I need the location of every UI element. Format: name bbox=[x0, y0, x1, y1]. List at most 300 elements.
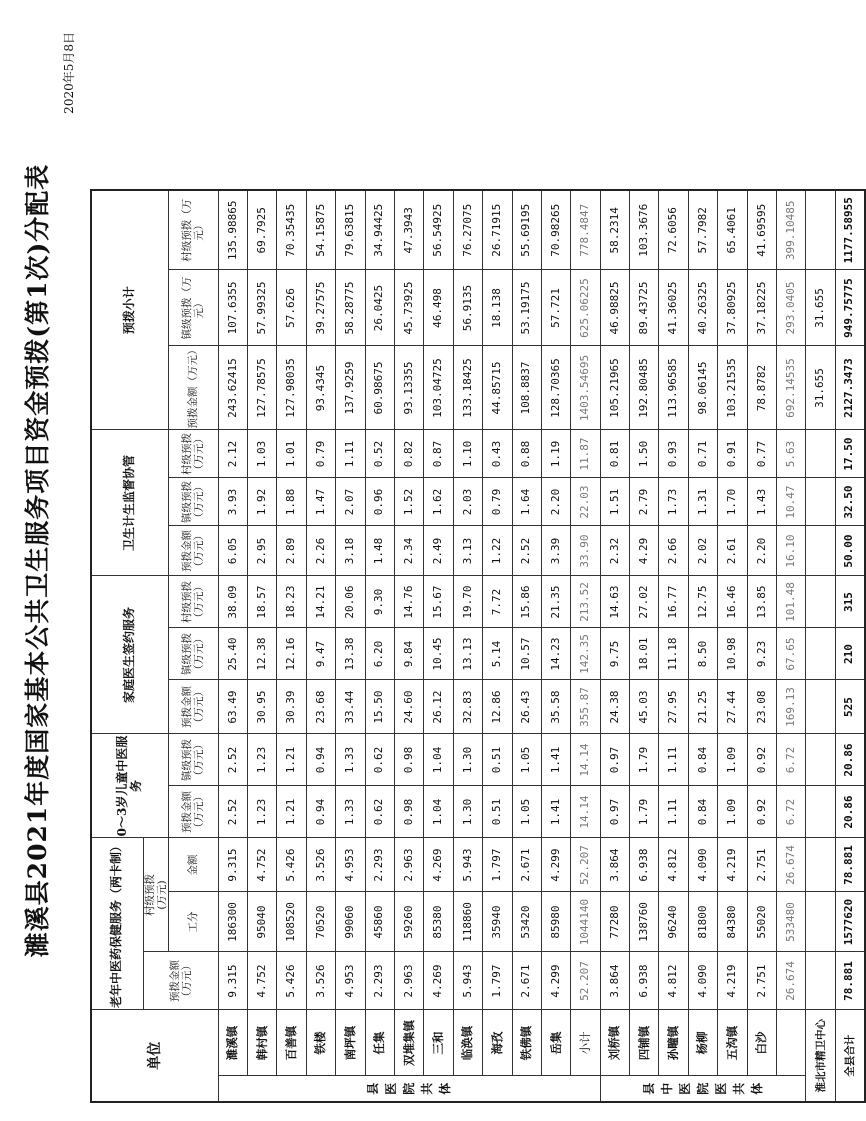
value-cell: 6.938 bbox=[630, 952, 659, 1010]
table-row bbox=[718, 190, 747, 1102]
value-cell: 1.21 bbox=[277, 734, 306, 786]
value-cell: 2.293 bbox=[365, 838, 394, 892]
value-cell bbox=[806, 628, 835, 680]
value-cell: 20.06 bbox=[336, 576, 365, 628]
value-cell: 24.38 bbox=[600, 680, 629, 734]
unit-name: 孙疃镇 bbox=[659, 1010, 688, 1076]
value-cell: 81800 bbox=[688, 892, 717, 952]
value-cell: 5.63 bbox=[777, 430, 806, 478]
value-cell: 1.19 bbox=[541, 430, 570, 478]
value-cell: 2.293 bbox=[365, 952, 394, 1010]
value-cell: 0.94 bbox=[306, 786, 335, 838]
value-cell: 1.04 bbox=[424, 734, 453, 786]
supervision-town-header: 镇级预拨（万元） bbox=[168, 478, 218, 526]
value-cell: 1044140 bbox=[571, 892, 600, 952]
value-cell: 1.10 bbox=[453, 430, 482, 478]
value-cell: 18.57 bbox=[248, 576, 277, 628]
child-prealloc-header: 预拨金额（万元） bbox=[168, 786, 218, 838]
value-cell: 1.04 bbox=[424, 786, 453, 838]
value-cell: 27.95 bbox=[659, 680, 688, 734]
value-cell: 2.32 bbox=[600, 526, 629, 576]
unit-name: 临涣镇 bbox=[453, 1010, 482, 1076]
value-cell: 525 bbox=[835, 680, 864, 734]
value-cell: 315 bbox=[835, 576, 864, 628]
value-cell: 1.73 bbox=[659, 478, 688, 526]
value-cell: 0.98 bbox=[394, 734, 423, 786]
value-cell: 127.78575 bbox=[248, 346, 277, 430]
value-cell: 12.75 bbox=[688, 576, 717, 628]
value-cell: 2.03 bbox=[453, 478, 482, 526]
value-cell: 4.090 bbox=[688, 952, 717, 1010]
value-cell: 1.50 bbox=[630, 430, 659, 478]
table-row bbox=[835, 190, 864, 1102]
value-cell: 135.98865 bbox=[218, 190, 247, 270]
table-row bbox=[541, 190, 570, 1102]
value-cell: 0.51 bbox=[483, 734, 512, 786]
value-cell: 4.090 bbox=[688, 838, 717, 892]
value-cell: 108.8837 bbox=[512, 346, 541, 430]
value-cell: 45.03 bbox=[630, 680, 659, 734]
subtotal-group-header: 预拨小计 bbox=[91, 190, 168, 430]
value-cell bbox=[806, 952, 835, 1010]
value-cell: 0.84 bbox=[688, 734, 717, 786]
unit-name: 岳集 bbox=[541, 1010, 570, 1076]
value-cell: 1.64 bbox=[512, 478, 541, 526]
value-cell: 27.02 bbox=[630, 576, 659, 628]
unit-name: 双堆集镇 bbox=[394, 1010, 423, 1076]
subtotal-town-header: 镇级预拨（万元） bbox=[168, 270, 218, 346]
value-cell: 1.41 bbox=[541, 734, 570, 786]
value-cell: 59260 bbox=[394, 892, 423, 952]
value-cell bbox=[806, 526, 835, 576]
value-cell: 1.11 bbox=[659, 734, 688, 786]
value-cell: 2127.3473 bbox=[835, 346, 864, 430]
unit-name: 白沙 bbox=[747, 1010, 776, 1076]
value-cell: 89.43725 bbox=[630, 270, 659, 346]
value-cell: 4.219 bbox=[718, 838, 747, 892]
value-cell bbox=[806, 430, 835, 478]
value-cell: 70520 bbox=[306, 892, 335, 952]
value-cell: 2.963 bbox=[394, 838, 423, 892]
value-cell: 0.43 bbox=[483, 430, 512, 478]
value-cell: 6.20 bbox=[365, 628, 394, 680]
value-cell bbox=[806, 478, 835, 526]
value-cell: 1.62 bbox=[424, 478, 453, 526]
value-cell: 2.52 bbox=[218, 734, 247, 786]
value-cell: 0.52 bbox=[365, 430, 394, 478]
tcm-elderly-header: 老年中医药保健服务（两卡制） bbox=[91, 838, 143, 1010]
value-cell: 2.671 bbox=[512, 952, 541, 1010]
value-cell: 26.0425 bbox=[365, 270, 394, 346]
value-cell: 0.98 bbox=[394, 786, 423, 838]
value-cell: 4.953 bbox=[336, 952, 365, 1010]
value-cell: 0.51 bbox=[483, 786, 512, 838]
value-cell: 13.13 bbox=[453, 628, 482, 680]
value-cell: 95040 bbox=[248, 892, 277, 952]
value-cell: 3.13 bbox=[453, 526, 482, 576]
value-cell: 6.72 bbox=[777, 786, 806, 838]
value-cell: 56.54925 bbox=[424, 190, 453, 270]
value-cell bbox=[806, 838, 835, 892]
value-cell: 27.44 bbox=[718, 680, 747, 734]
value-cell: 138760 bbox=[630, 892, 659, 952]
value-cell: 1.79 bbox=[630, 786, 659, 838]
value-cell: 1.33 bbox=[336, 734, 365, 786]
unit-name: 全县合计 bbox=[835, 1010, 864, 1102]
value-cell: 2.20 bbox=[541, 478, 570, 526]
table-row bbox=[365, 190, 394, 1102]
value-cell: 15.67 bbox=[424, 576, 453, 628]
value-cell: 19.70 bbox=[453, 576, 482, 628]
value-cell: 107.6355 bbox=[218, 270, 247, 346]
value-cell: 14.63 bbox=[600, 576, 629, 628]
value-cell: 24.60 bbox=[394, 680, 423, 734]
value-cell: 57.99325 bbox=[248, 270, 277, 346]
table-row bbox=[659, 190, 688, 1102]
value-cell: 1177.58955 bbox=[835, 190, 864, 270]
value-cell: 1403.54695 bbox=[571, 346, 600, 430]
value-cell: 0.88 bbox=[512, 430, 541, 478]
table-row bbox=[218, 190, 247, 1102]
value-cell: 37.80925 bbox=[718, 270, 747, 346]
value-cell: 0.62 bbox=[365, 786, 394, 838]
value-cell: 2.12 bbox=[218, 430, 247, 478]
unit-name: 三和 bbox=[424, 1010, 453, 1076]
amount-header: 金额 bbox=[168, 838, 218, 892]
value-cell: 293.0405 bbox=[777, 270, 806, 346]
value-cell: 60.98675 bbox=[365, 346, 394, 430]
value-cell: 35.58 bbox=[541, 680, 570, 734]
value-cell: 38.09 bbox=[218, 576, 247, 628]
value-cell: 1.70 bbox=[718, 478, 747, 526]
value-cell bbox=[806, 680, 835, 734]
unit-name: 小计 bbox=[571, 1010, 600, 1076]
value-cell: 14.14 bbox=[571, 786, 600, 838]
value-cell: 6.05 bbox=[218, 526, 247, 576]
table-row bbox=[248, 190, 277, 1102]
value-cell: 1.05 bbox=[512, 734, 541, 786]
unit-name: 韩村镇 bbox=[248, 1010, 277, 1076]
value-cell: 4.29 bbox=[630, 526, 659, 576]
value-cell: 57.721 bbox=[541, 270, 570, 346]
family-prealloc-header: 预拨金额（万元） bbox=[168, 680, 218, 734]
value-cell: 108520 bbox=[277, 892, 306, 952]
value-cell: 14.21 bbox=[306, 576, 335, 628]
unit-name: 铁佛镇 bbox=[512, 1010, 541, 1076]
value-cell: 41.69595 bbox=[747, 190, 776, 270]
tcm-prealloc-total-header: 预拨金额（万元） bbox=[143, 952, 218, 1010]
value-cell: 10.98 bbox=[718, 628, 747, 680]
value-cell: 13.38 bbox=[336, 628, 365, 680]
value-cell: 55020 bbox=[747, 892, 776, 952]
value-cell: 103.04725 bbox=[424, 346, 453, 430]
value-cell: 1.09 bbox=[718, 786, 747, 838]
value-cell: 2.52 bbox=[218, 786, 247, 838]
value-cell: 1.797 bbox=[483, 838, 512, 892]
value-cell: 0.77 bbox=[747, 430, 776, 478]
value-cell: 192.80485 bbox=[630, 346, 659, 430]
value-cell: 70.35435 bbox=[277, 190, 306, 270]
value-cell: 18.01 bbox=[630, 628, 659, 680]
value-cell: 0.87 bbox=[424, 430, 453, 478]
value-cell: 2.61 bbox=[718, 526, 747, 576]
table-row bbox=[777, 190, 806, 1102]
value-cell: 57.7982 bbox=[688, 190, 717, 270]
value-cell: 11.87 bbox=[571, 430, 600, 478]
value-cell: 12.38 bbox=[248, 628, 277, 680]
value-cell: 2.79 bbox=[630, 478, 659, 526]
value-cell: 0.81 bbox=[600, 430, 629, 478]
table-row bbox=[424, 190, 453, 1102]
value-cell: 6.72 bbox=[777, 734, 806, 786]
value-cell: 85980 bbox=[541, 892, 570, 952]
value-cell: 3.18 bbox=[336, 526, 365, 576]
value-cell: 0.92 bbox=[747, 734, 776, 786]
value-cell: 2.95 bbox=[248, 526, 277, 576]
subtotal-prealloc-header: 预拨金额（万元） bbox=[168, 346, 218, 430]
value-cell: 0.92 bbox=[747, 786, 776, 838]
table-row bbox=[600, 190, 629, 1102]
value-cell: 53.19175 bbox=[512, 270, 541, 346]
value-cell: 1.31 bbox=[688, 478, 717, 526]
value-cell: 1.30 bbox=[453, 786, 482, 838]
table-row bbox=[483, 190, 512, 1102]
value-cell: 4.812 bbox=[659, 952, 688, 1010]
table-body bbox=[218, 190, 865, 1102]
unit-name: 五沟镇 bbox=[718, 1010, 747, 1076]
value-cell: 101.48 bbox=[777, 576, 806, 628]
value-cell: 118860 bbox=[453, 892, 482, 952]
value-cell: 1.03 bbox=[248, 430, 277, 478]
value-cell: 5.426 bbox=[277, 952, 306, 1010]
value-cell: 1.05 bbox=[512, 786, 541, 838]
value-cell: 1.88 bbox=[277, 478, 306, 526]
value-cell: 7.72 bbox=[483, 576, 512, 628]
unit-name: 刘桥镇 bbox=[600, 1010, 629, 1076]
value-cell: 52.207 bbox=[571, 952, 600, 1010]
health-supervision-header: 卫生计生监督协管 bbox=[91, 430, 168, 576]
value-cell: 4.299 bbox=[541, 952, 570, 1010]
value-cell: 0.62 bbox=[365, 734, 394, 786]
value-cell: 1.01 bbox=[277, 430, 306, 478]
value-cell: 4.269 bbox=[424, 838, 453, 892]
value-cell: 1.52 bbox=[394, 478, 423, 526]
family-town-header: 镇级预拨（万元） bbox=[168, 628, 218, 680]
value-cell: 70.98265 bbox=[541, 190, 570, 270]
value-cell: 9.23 bbox=[747, 628, 776, 680]
value-cell: 93.13355 bbox=[394, 346, 423, 430]
value-cell: 56.9135 bbox=[453, 270, 482, 346]
value-cell: 355.87 bbox=[571, 680, 600, 734]
value-cell: 78.8782 bbox=[747, 346, 776, 430]
value-cell: 9.47 bbox=[306, 628, 335, 680]
family-village-header: 村级预拨（万元） bbox=[168, 576, 218, 628]
value-cell: 1.23 bbox=[248, 786, 277, 838]
value-cell: 1.79 bbox=[630, 734, 659, 786]
value-cell: 10.57 bbox=[512, 628, 541, 680]
document-date: 2020年5月8日 bbox=[62, 32, 76, 114]
value-cell: 1.43 bbox=[747, 478, 776, 526]
value-cell: 9.315 bbox=[218, 952, 247, 1010]
value-cell: 78.881 bbox=[835, 952, 864, 1010]
value-cell: 69.7925 bbox=[248, 190, 277, 270]
table-row bbox=[571, 190, 600, 1102]
value-cell: 26.12 bbox=[424, 680, 453, 734]
value-cell: 2.34 bbox=[394, 526, 423, 576]
value-cell: 2.26 bbox=[306, 526, 335, 576]
unit-name: 四铺镇 bbox=[630, 1010, 659, 1076]
child-town-header: 镇级预拨（万元） bbox=[168, 734, 218, 786]
value-cell bbox=[806, 190, 835, 270]
value-cell: 23.68 bbox=[306, 680, 335, 734]
value-cell: 4.812 bbox=[659, 838, 688, 892]
value-cell: 58.2314 bbox=[600, 190, 629, 270]
value-cell: 21.35 bbox=[541, 576, 570, 628]
value-cell: 142.35 bbox=[571, 628, 600, 680]
table-row bbox=[630, 190, 659, 1102]
value-cell: 14.14 bbox=[571, 734, 600, 786]
value-cell: 2.89 bbox=[277, 526, 306, 576]
value-cell: 32.50 bbox=[835, 478, 864, 526]
value-cell: 1.33 bbox=[336, 786, 365, 838]
value-cell: 76.27075 bbox=[453, 190, 482, 270]
table-row bbox=[806, 190, 835, 1102]
value-cell: 692.14535 bbox=[777, 346, 806, 430]
value-cell: 20.86 bbox=[835, 734, 864, 786]
unit-header: 单位 bbox=[91, 1010, 218, 1102]
unit-name: 南坪镇 bbox=[336, 1010, 365, 1076]
value-cell: 26.71915 bbox=[483, 190, 512, 270]
value-cell: 26.43 bbox=[512, 680, 541, 734]
value-cell: 2.963 bbox=[394, 952, 423, 1010]
value-cell: 31.655 bbox=[806, 346, 835, 430]
work-points-header: 工分 bbox=[168, 892, 218, 952]
value-cell: 57.626 bbox=[277, 270, 306, 346]
value-cell: 65.4061 bbox=[718, 190, 747, 270]
table-row bbox=[747, 190, 776, 1102]
value-cell: 1.21 bbox=[277, 786, 306, 838]
value-cell: 1.41 bbox=[541, 786, 570, 838]
value-cell: 33.44 bbox=[336, 680, 365, 734]
value-cell: 77280 bbox=[600, 892, 629, 952]
value-cell: 72.6056 bbox=[659, 190, 688, 270]
value-cell: 5.426 bbox=[277, 838, 306, 892]
value-cell: 1.47 bbox=[306, 478, 335, 526]
value-cell: 79.63815 bbox=[336, 190, 365, 270]
value-cell: 26.674 bbox=[777, 838, 806, 892]
value-cell: 1.11 bbox=[659, 786, 688, 838]
value-cell: 85380 bbox=[424, 892, 453, 952]
value-cell: 186300 bbox=[218, 892, 247, 952]
value-cell: 1.51 bbox=[600, 478, 629, 526]
value-cell: 137.9259 bbox=[336, 346, 365, 430]
value-cell: 778.4847 bbox=[571, 190, 600, 270]
value-cell: 99060 bbox=[336, 892, 365, 952]
value-cell: 1.48 bbox=[365, 526, 394, 576]
value-cell: 58.28775 bbox=[336, 270, 365, 346]
value-cell: 3.526 bbox=[306, 952, 335, 1010]
table-row bbox=[394, 190, 423, 1102]
unit-name: 百善镇 bbox=[277, 1010, 306, 1076]
value-cell: 0.97 bbox=[600, 734, 629, 786]
value-cell: 127.98035 bbox=[277, 346, 306, 430]
value-cell: 47.3943 bbox=[394, 190, 423, 270]
value-cell: 46.98825 bbox=[600, 270, 629, 346]
unit-name bbox=[777, 1010, 806, 1076]
value-cell: 35940 bbox=[483, 892, 512, 952]
value-cell: 0.97 bbox=[600, 786, 629, 838]
value-cell: 0.93 bbox=[659, 430, 688, 478]
value-cell: 0.96 bbox=[365, 478, 394, 526]
value-cell: 210 bbox=[835, 628, 864, 680]
document-title: 濉溪县2021年度国家基本公共卫生服务项目资金预拨(第1次)分配表 bbox=[23, 163, 52, 958]
unit-name: 杨柳 bbox=[688, 1010, 717, 1076]
value-cell: 18.138 bbox=[483, 270, 512, 346]
value-cell: 2.20 bbox=[747, 526, 776, 576]
value-cell: 949.75775 bbox=[835, 270, 864, 346]
subtotal-village-header: 村级预拨（万元） bbox=[168, 190, 218, 270]
value-cell: 4.953 bbox=[336, 838, 365, 892]
value-cell: 22.03 bbox=[571, 478, 600, 526]
value-cell: 30.39 bbox=[277, 680, 306, 734]
child-tcm-header: 0～3岁儿童中医服务 bbox=[91, 734, 168, 838]
value-cell: 11.18 bbox=[659, 628, 688, 680]
value-cell: 0.91 bbox=[718, 430, 747, 478]
value-cell: 9.315 bbox=[218, 838, 247, 892]
value-cell: 3.864 bbox=[600, 838, 629, 892]
value-cell: 15.86 bbox=[512, 576, 541, 628]
value-cell: 213.52 bbox=[571, 576, 600, 628]
value-cell: 2.751 bbox=[747, 952, 776, 1010]
village-unit-label: (万元) bbox=[155, 880, 168, 910]
value-cell: 16.46 bbox=[718, 576, 747, 628]
value-cell: 53420 bbox=[512, 892, 541, 952]
value-cell: 0.71 bbox=[688, 430, 717, 478]
value-cell: 128.70365 bbox=[541, 346, 570, 430]
value-cell: 1.11 bbox=[336, 430, 365, 478]
supervision-prealloc-header: 预拨金额（万元） bbox=[168, 526, 218, 576]
value-cell: 2.66 bbox=[659, 526, 688, 576]
value-cell: 1577620 bbox=[835, 892, 864, 952]
value-cell: 1.23 bbox=[248, 734, 277, 786]
value-cell: 0.79 bbox=[306, 430, 335, 478]
value-cell: 16.10 bbox=[777, 526, 806, 576]
value-cell bbox=[806, 786, 835, 838]
value-cell: 12.86 bbox=[483, 680, 512, 734]
value-cell: 84380 bbox=[718, 892, 747, 952]
value-cell: 2.52 bbox=[512, 526, 541, 576]
value-cell: 31.655 bbox=[806, 270, 835, 346]
value-cell: 3.526 bbox=[306, 838, 335, 892]
value-cell: 6.938 bbox=[630, 838, 659, 892]
value-cell: 2.49 bbox=[424, 526, 453, 576]
value-cell bbox=[806, 892, 835, 952]
value-cell: 625.06225 bbox=[571, 270, 600, 346]
value-cell: 20.86 bbox=[835, 786, 864, 838]
value-cell: 13.85 bbox=[747, 576, 776, 628]
value-cell: 12.16 bbox=[277, 628, 306, 680]
value-cell: 18.23 bbox=[277, 576, 306, 628]
value-cell: 1.92 bbox=[248, 478, 277, 526]
value-cell: 1.09 bbox=[718, 734, 747, 786]
value-cell: 5.14 bbox=[483, 628, 512, 680]
table-row bbox=[306, 190, 335, 1102]
value-cell: 14.23 bbox=[541, 628, 570, 680]
value-cell: 17.50 bbox=[835, 430, 864, 478]
village-prealloc-label: 村级预拨 bbox=[143, 874, 156, 916]
value-cell: 54.15875 bbox=[306, 190, 335, 270]
value-cell: 133.18425 bbox=[453, 346, 482, 430]
